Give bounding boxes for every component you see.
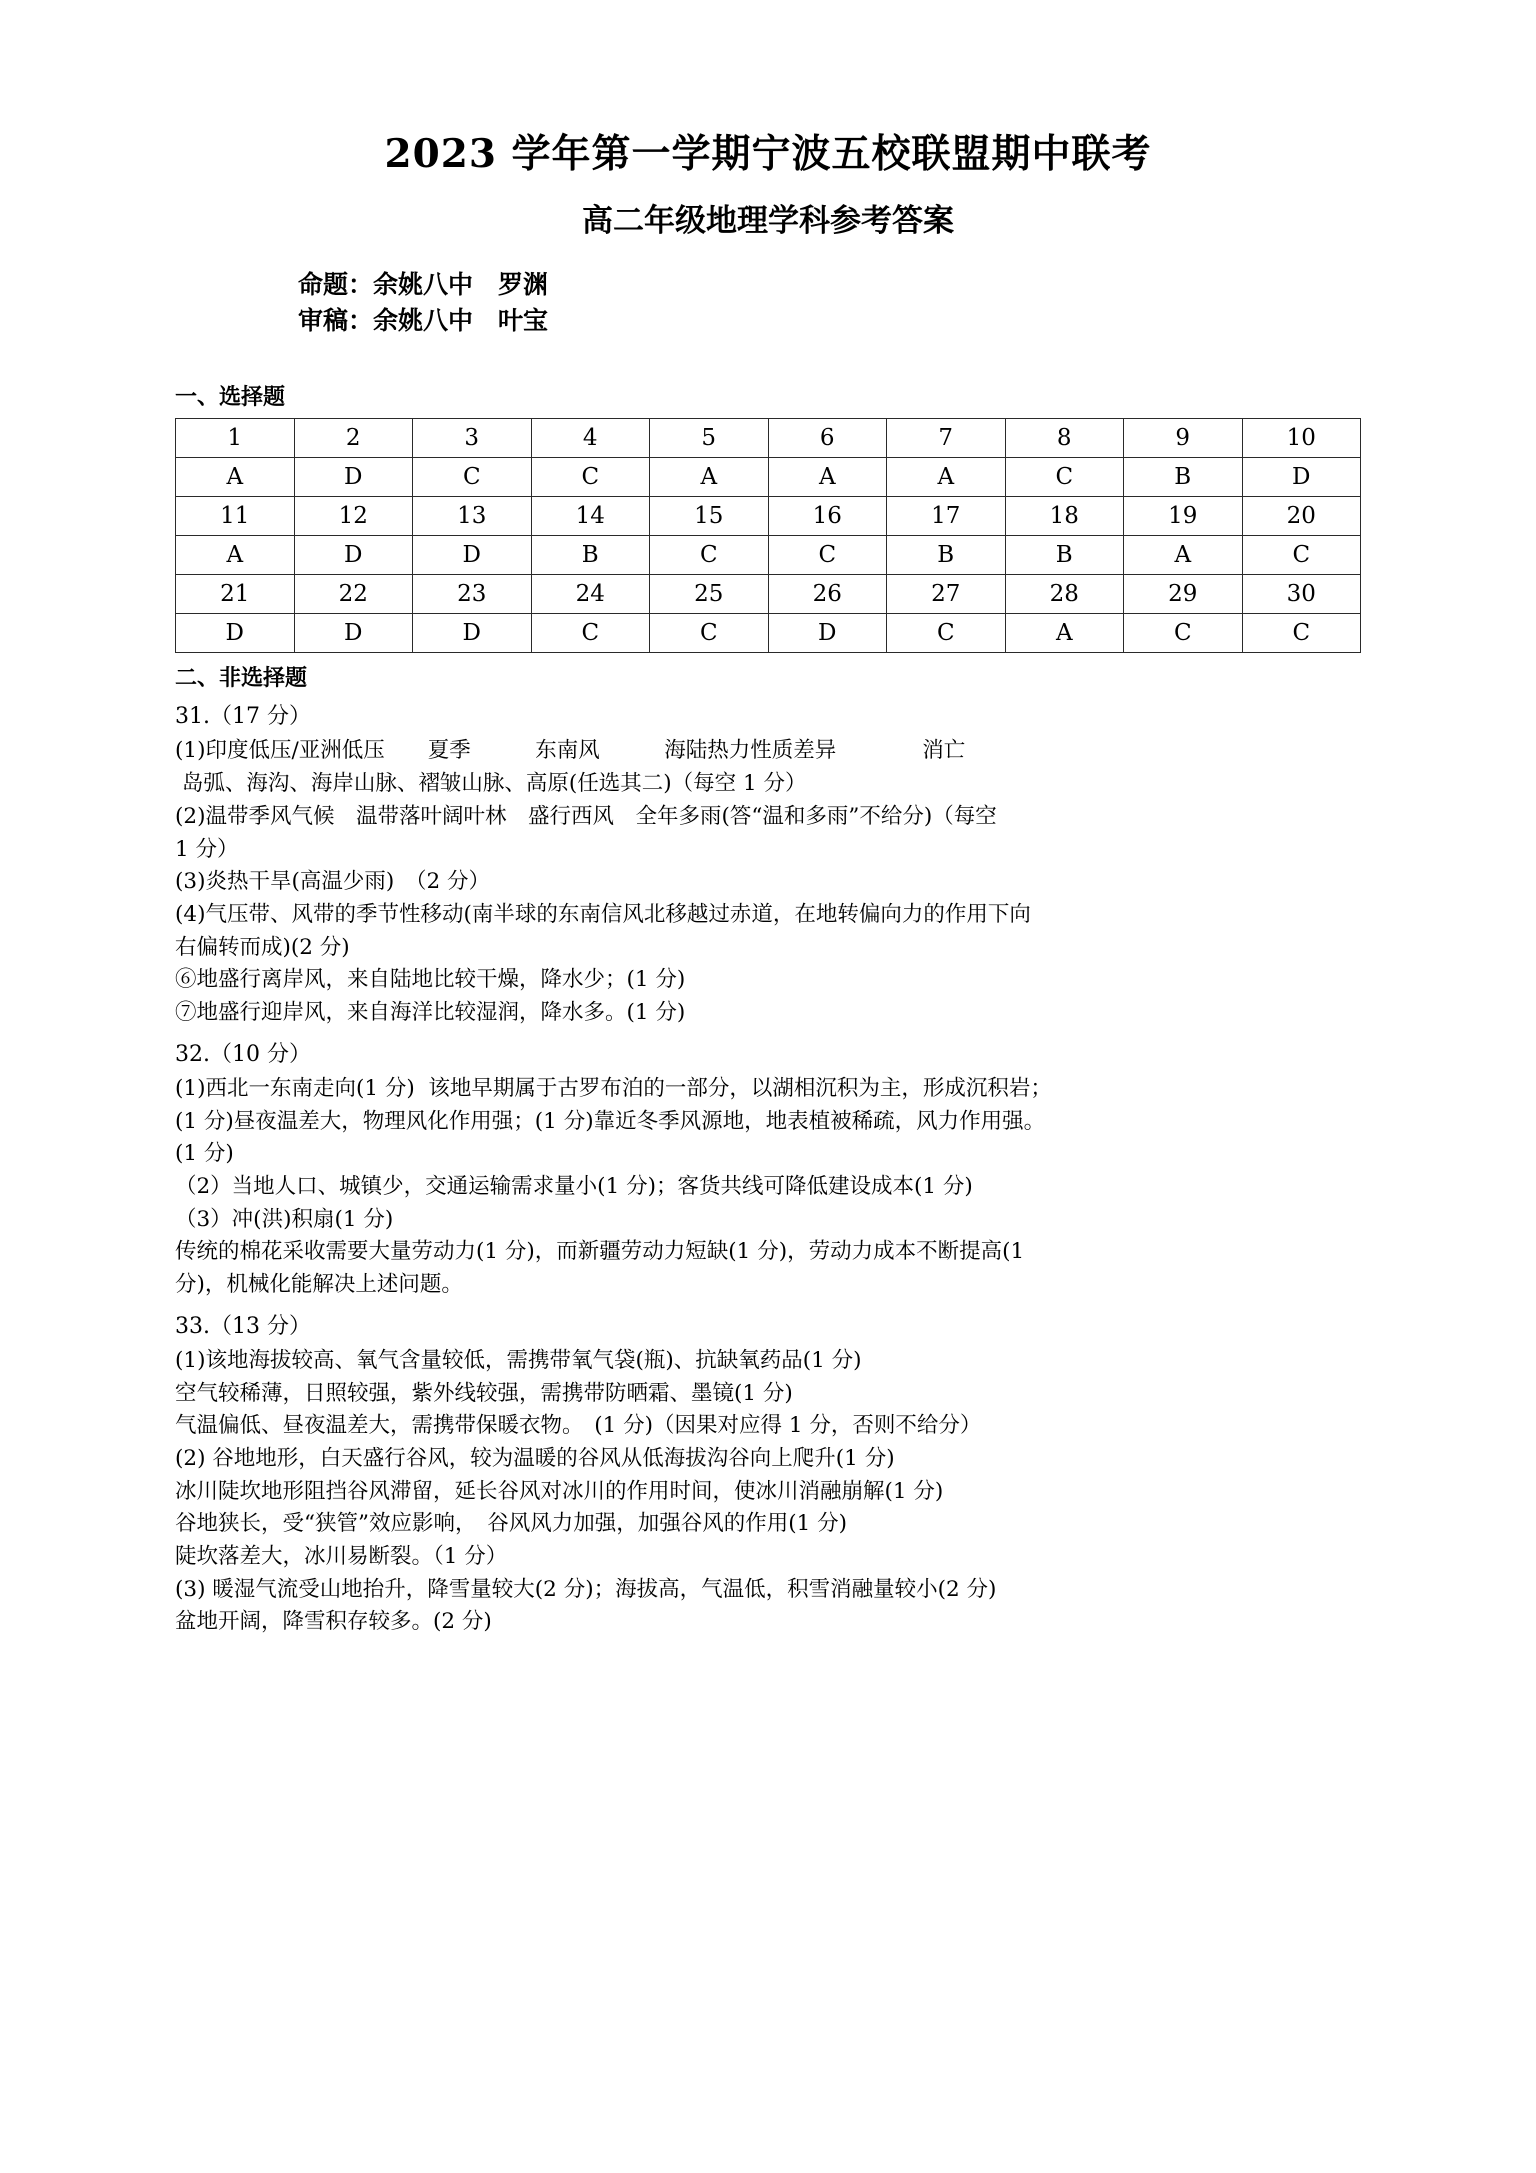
- answer-line: 冰川陡坎地形阻挡谷风滞留，延长谷风对冰川的作用时间，使冰川消融崩解(1 分): [175, 1478, 944, 1504]
- answer-line: (3)炎热干旱(高温少雨) （2 分）: [175, 869, 490, 895]
- answer-cell: C: [1242, 536, 1361, 575]
- answer-line: (3) 暖湿气流受山地抬升，降雪量较大(2 分)；海拔高，气温低，积雪消融量较小(2 分): [175, 1576, 997, 1602]
- answer-line: ⑥地盛行离岸风，来自陆地比较干燥，降水少；(1 分): [175, 967, 686, 993]
- answer-cell: C: [1242, 614, 1361, 653]
- answer-cell: A: [650, 458, 769, 497]
- answer-cell: C: [531, 614, 650, 653]
- answer-line: (2) 谷地地形，白天盛行谷风，较为温暖的谷风从低海拔沟谷向上爬升(1 分): [175, 1446, 895, 1472]
- answer-cell: A: [176, 536, 295, 575]
- answer-cell: A: [176, 458, 295, 497]
- answer-line: （2）当地人口、城镇少，交通运输需求量小(1 分)；客货共线可降低建设成本(1 分): [175, 1173, 973, 1199]
- page-subtitle: 高二年级地理学科参考答案: [582, 202, 954, 239]
- question-heading: 31.（17 分）: [175, 704, 311, 730]
- table-row: [176, 614, 1361, 653]
- question-number-cell: 19: [1124, 497, 1243, 536]
- answer-line: 传统的棉花采收需要大量劳动力(1 分)，而新疆劳动力短缺(1 分)，劳动力成本不断提高(1: [175, 1239, 1025, 1265]
- question-number-cell: 25: [650, 575, 769, 614]
- answer-line: 右偏转而成)(2 分): [175, 934, 350, 960]
- answer-line: ⑦地盛行迎岸风，来自海洋比较湿润，降水多。(1 分): [175, 999, 686, 1025]
- answer-cell: C: [650, 614, 769, 653]
- answer-cell: C: [413, 458, 532, 497]
- answer-cell: C: [1005, 458, 1124, 497]
- answer-cell: D: [294, 536, 413, 575]
- question-number-cell: 5: [650, 419, 769, 458]
- answer-line: 1 分）: [175, 836, 239, 862]
- question-number-cell: 1: [176, 419, 295, 458]
- answer-cell: D: [176, 614, 295, 653]
- answer-cell: A: [1005, 614, 1124, 653]
- question-number-cell: 8: [1005, 419, 1124, 458]
- answer-text-block: [175, 1345, 1361, 1639]
- question-heading: 32.（10 分）: [175, 1041, 311, 1067]
- section-heading-choice: 一、选择题: [175, 384, 286, 411]
- question-number-cell: 22: [294, 575, 413, 614]
- question-number-cell: 13: [413, 497, 532, 536]
- answer-line: (4)气压带、风带的季节性移动(南半球的东南信风北移越过赤道，在地转偏向力的作用下向: [175, 901, 1031, 927]
- reviewer-line: 审稿：余姚八中 叶宝: [298, 305, 549, 335]
- answer-line: (1 分): [175, 1141, 234, 1167]
- question-number-cell: 9: [1124, 419, 1243, 458]
- table-row: [176, 575, 1361, 614]
- answer-line: (1 分)昼夜温差大，物理风化作用强；(1 分)靠近冬季风源地，地表植被稀疏，风力作用强。: [175, 1108, 1046, 1134]
- question-number-cell: 15: [650, 497, 769, 536]
- table-row: [176, 536, 1361, 575]
- answer-cell: D: [294, 614, 413, 653]
- answer-cell: D: [768, 614, 887, 653]
- answer-line: 分)，机械化能解决上述问题。: [175, 1272, 463, 1297]
- answer-cell: B: [1005, 536, 1124, 575]
- answer-cell: A: [768, 458, 887, 497]
- question-number-cell: 16: [768, 497, 887, 536]
- section-heading-free: 二、非选择题: [175, 665, 308, 692]
- question-number-cell: 26: [768, 575, 887, 614]
- answer-cell: D: [413, 536, 532, 575]
- table-row: [176, 458, 1361, 497]
- answer-cell: B: [531, 536, 650, 575]
- table-row: [176, 419, 1361, 458]
- answer-line: (1)该地海拔较高、氧气含量较低，需携带氧气袋(瓶)、抗缺氧药品(1 分): [175, 1348, 862, 1374]
- answer-cell: A: [887, 458, 1006, 497]
- answer-cell: C: [887, 614, 1006, 653]
- question-number-cell: 30: [1242, 575, 1361, 614]
- table-row: [176, 497, 1361, 536]
- question-number-cell: 7: [887, 419, 1006, 458]
- answer-line: 空气较稀薄，日照较强，紫外线较强，需携带防晒霜、墨镜(1 分): [175, 1380, 793, 1406]
- answer-line: (2)温带季风气候 温带落叶阔叶林 盛行西风 全年多雨(答“温和多雨”不给分)（每空: [175, 803, 997, 829]
- question-number-cell: 11: [176, 497, 295, 536]
- answer-key-table: [175, 418, 1361, 653]
- answer-cell: C: [650, 536, 769, 575]
- answer-cell: C: [768, 536, 887, 575]
- question-number-cell: 14: [531, 497, 650, 536]
- answer-cell: C: [531, 458, 650, 497]
- answer-cell: A: [1124, 536, 1243, 575]
- answer-line: 谷地狭长，受“狭管”效应影响， 谷风风力加强，加强谷风的作用(1 分): [175, 1511, 848, 1537]
- answer-cell: B: [1124, 458, 1243, 497]
- answer-cell: C: [1124, 614, 1243, 653]
- question-heading: 33.（13 分）: [175, 1313, 311, 1339]
- question-number-cell: 29: [1124, 575, 1243, 614]
- answer-line: （3）冲(洪)积扇(1 分): [175, 1206, 394, 1232]
- page-title: 2023 学年第一学期宁波五校联盟期中联考: [384, 131, 1152, 177]
- answer-text-block: [175, 1073, 1361, 1302]
- question-number-cell: 2: [294, 419, 413, 458]
- answer-cell: B: [887, 536, 1006, 575]
- answer-line: (1)印度低压/亚洲低压 夏季 东南风 海陆热力性质差异 消亡: [175, 738, 966, 764]
- question-number-cell: 20: [1242, 497, 1361, 536]
- question-number-cell: 12: [294, 497, 413, 536]
- question-number-cell: 3: [413, 419, 532, 458]
- question-number-cell: 21: [176, 575, 295, 614]
- free-response-section: [175, 700, 1361, 1639]
- answer-cell: D: [294, 458, 413, 497]
- answer-line: (1)西北一东南走向(1 分) 该地早期属于古罗布泊的一部分，以湖相沉积为主，形成沉积岩；: [175, 1075, 1052, 1101]
- answer-line: 岛弧、海沟、海岸山脉、褶皱山脉、高原(任选其二)（每空 1 分）: [175, 771, 807, 797]
- question-number-cell: 4: [531, 419, 650, 458]
- question-number-cell: 18: [1005, 497, 1124, 536]
- answer-cell: D: [1242, 458, 1361, 497]
- question-number-cell: 6: [768, 419, 887, 458]
- question-number-cell: 23: [413, 575, 532, 614]
- answer-line: 陡坎落差大，冰川易断裂。（1 分）: [175, 1544, 508, 1570]
- answer-line: 盆地开阔，降雪积存较多。(2 分): [175, 1609, 492, 1635]
- proposer-line: 命题：余姚八中 罗渊: [298, 270, 549, 300]
- question-number-cell: 27: [887, 575, 1006, 614]
- question-number-cell: 10: [1242, 419, 1361, 458]
- answer-cell: D: [413, 614, 532, 653]
- answer-text-block: [175, 735, 1361, 1029]
- question-number-cell: 24: [531, 575, 650, 614]
- question-number-cell: 28: [1005, 575, 1124, 614]
- byline-block: [175, 241, 1361, 338]
- answer-line: 气温偏低、昼夜温差大，需携带保暖衣物。 (1 分)（因果对应得 1 分，否则不给分）: [175, 1413, 982, 1439]
- question-number-cell: 17: [887, 497, 1006, 536]
